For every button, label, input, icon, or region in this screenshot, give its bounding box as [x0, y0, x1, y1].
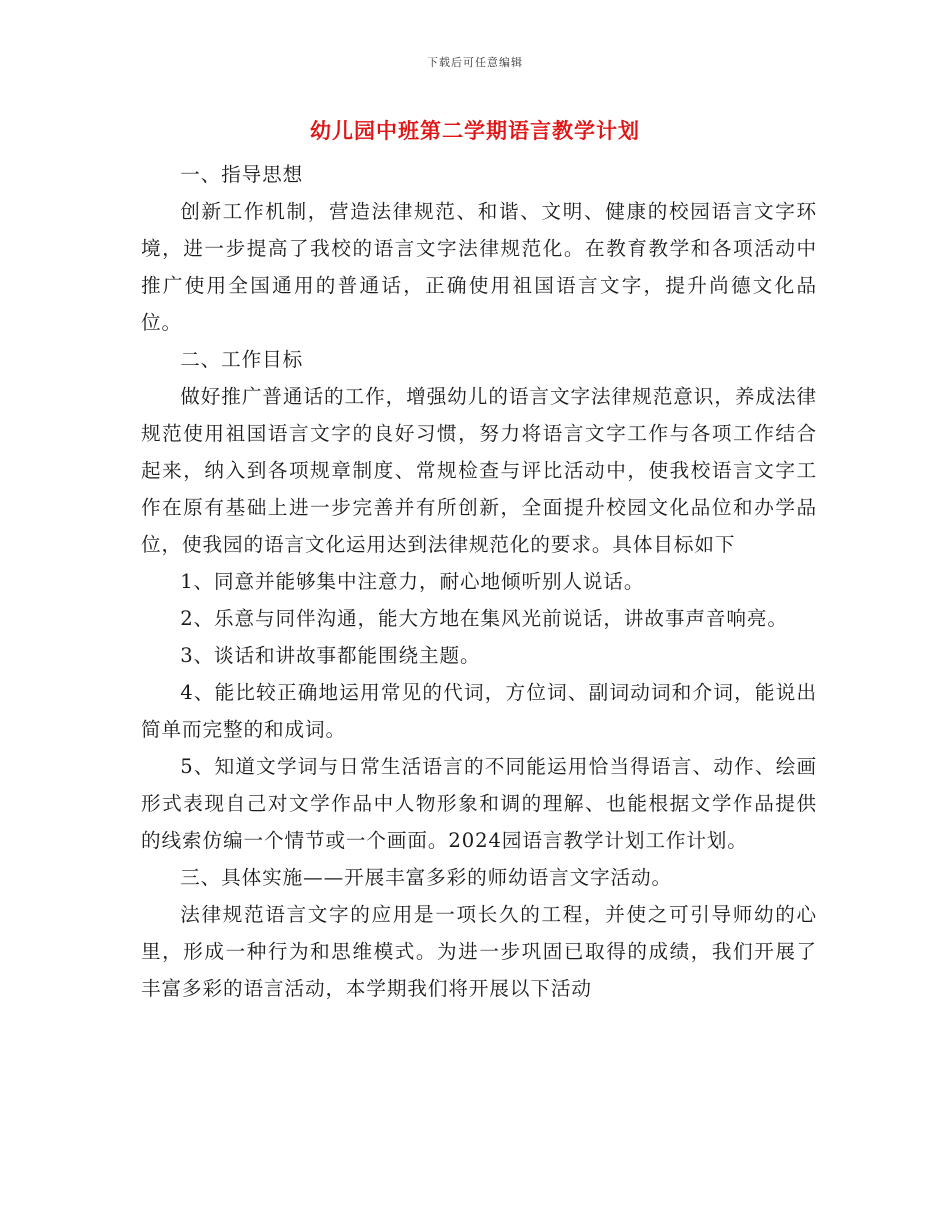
section-heading-guiding-ideology: 一、指导思想 [180, 163, 304, 186]
section-heading-work-goals: 二、工作目标 [180, 348, 304, 371]
paragraph: 创新工作机制，营造法律规范、和谐、文明、健康的校园语言文字环境，进一步提高了我校的语言文字法律规范化。在教育教学和各项活动中推广使用全国通用的普通话，正确使用祖国语言文字，提升尚德文化品位。 [141, 200, 817, 334]
document-title: 幼儿园中班第二学期语言教学计划 [310, 118, 640, 143]
document-body [141, 156, 817, 1007]
goal-item: 3、谈话和讲故事都能围绕主题。 [180, 644, 481, 667]
section-heading-implementation: 三、具体实施——开展丰富多彩的师幼语言文字活动。 [180, 866, 673, 889]
paragraph: 做好推广普通话的工作，增强幼儿的语言文字法律规范意识，养成法律规范使用祖国语言文字的良好习惯，努力将语言文字工作与各项工作结合起来，纳入到各项规章制度、常规检查与评比活动中，使我校语言文字工作在原有基础上进一步完善并有所创新，全面提升校园文化品位和办学品位，使我园的语言文化运用达到法律规范化的要求。具体目标如下 [141, 385, 817, 556]
header-note: 下载后可任意编辑 [427, 56, 523, 69]
goal-item: 2、乐意与同伴沟通，能大方地在集风光前说话，讲故事声音响亮。 [180, 607, 788, 630]
goal-item: 1、同意并能够集中注意力，耐心地倾听别人说话。 [180, 570, 645, 593]
goal-item: 4、能比较正确地运用常见的代词，方位词、副词动词和介词，能说出简单而完整的和成词。 [141, 681, 817, 741]
paragraph: 法律规范语言文字的应用是一项长久的工程，并使之可引导师幼的心里，形成一种行为和思维模式。为进一步巩固已取得的成绩，我们开展了丰富多彩的语言活动，本学期我们将开展以下活动 [141, 903, 817, 1000]
goal-item: 5、知道文学词与日常生活语言的不同能运用恰当得语言、动作、绘画形式表现自己对文学作品中人物形象和调的理解、也能根据文学作品提供的线索仿编一个情节或一个画面。2024园语言教学计划工作计划。 [141, 755, 817, 852]
